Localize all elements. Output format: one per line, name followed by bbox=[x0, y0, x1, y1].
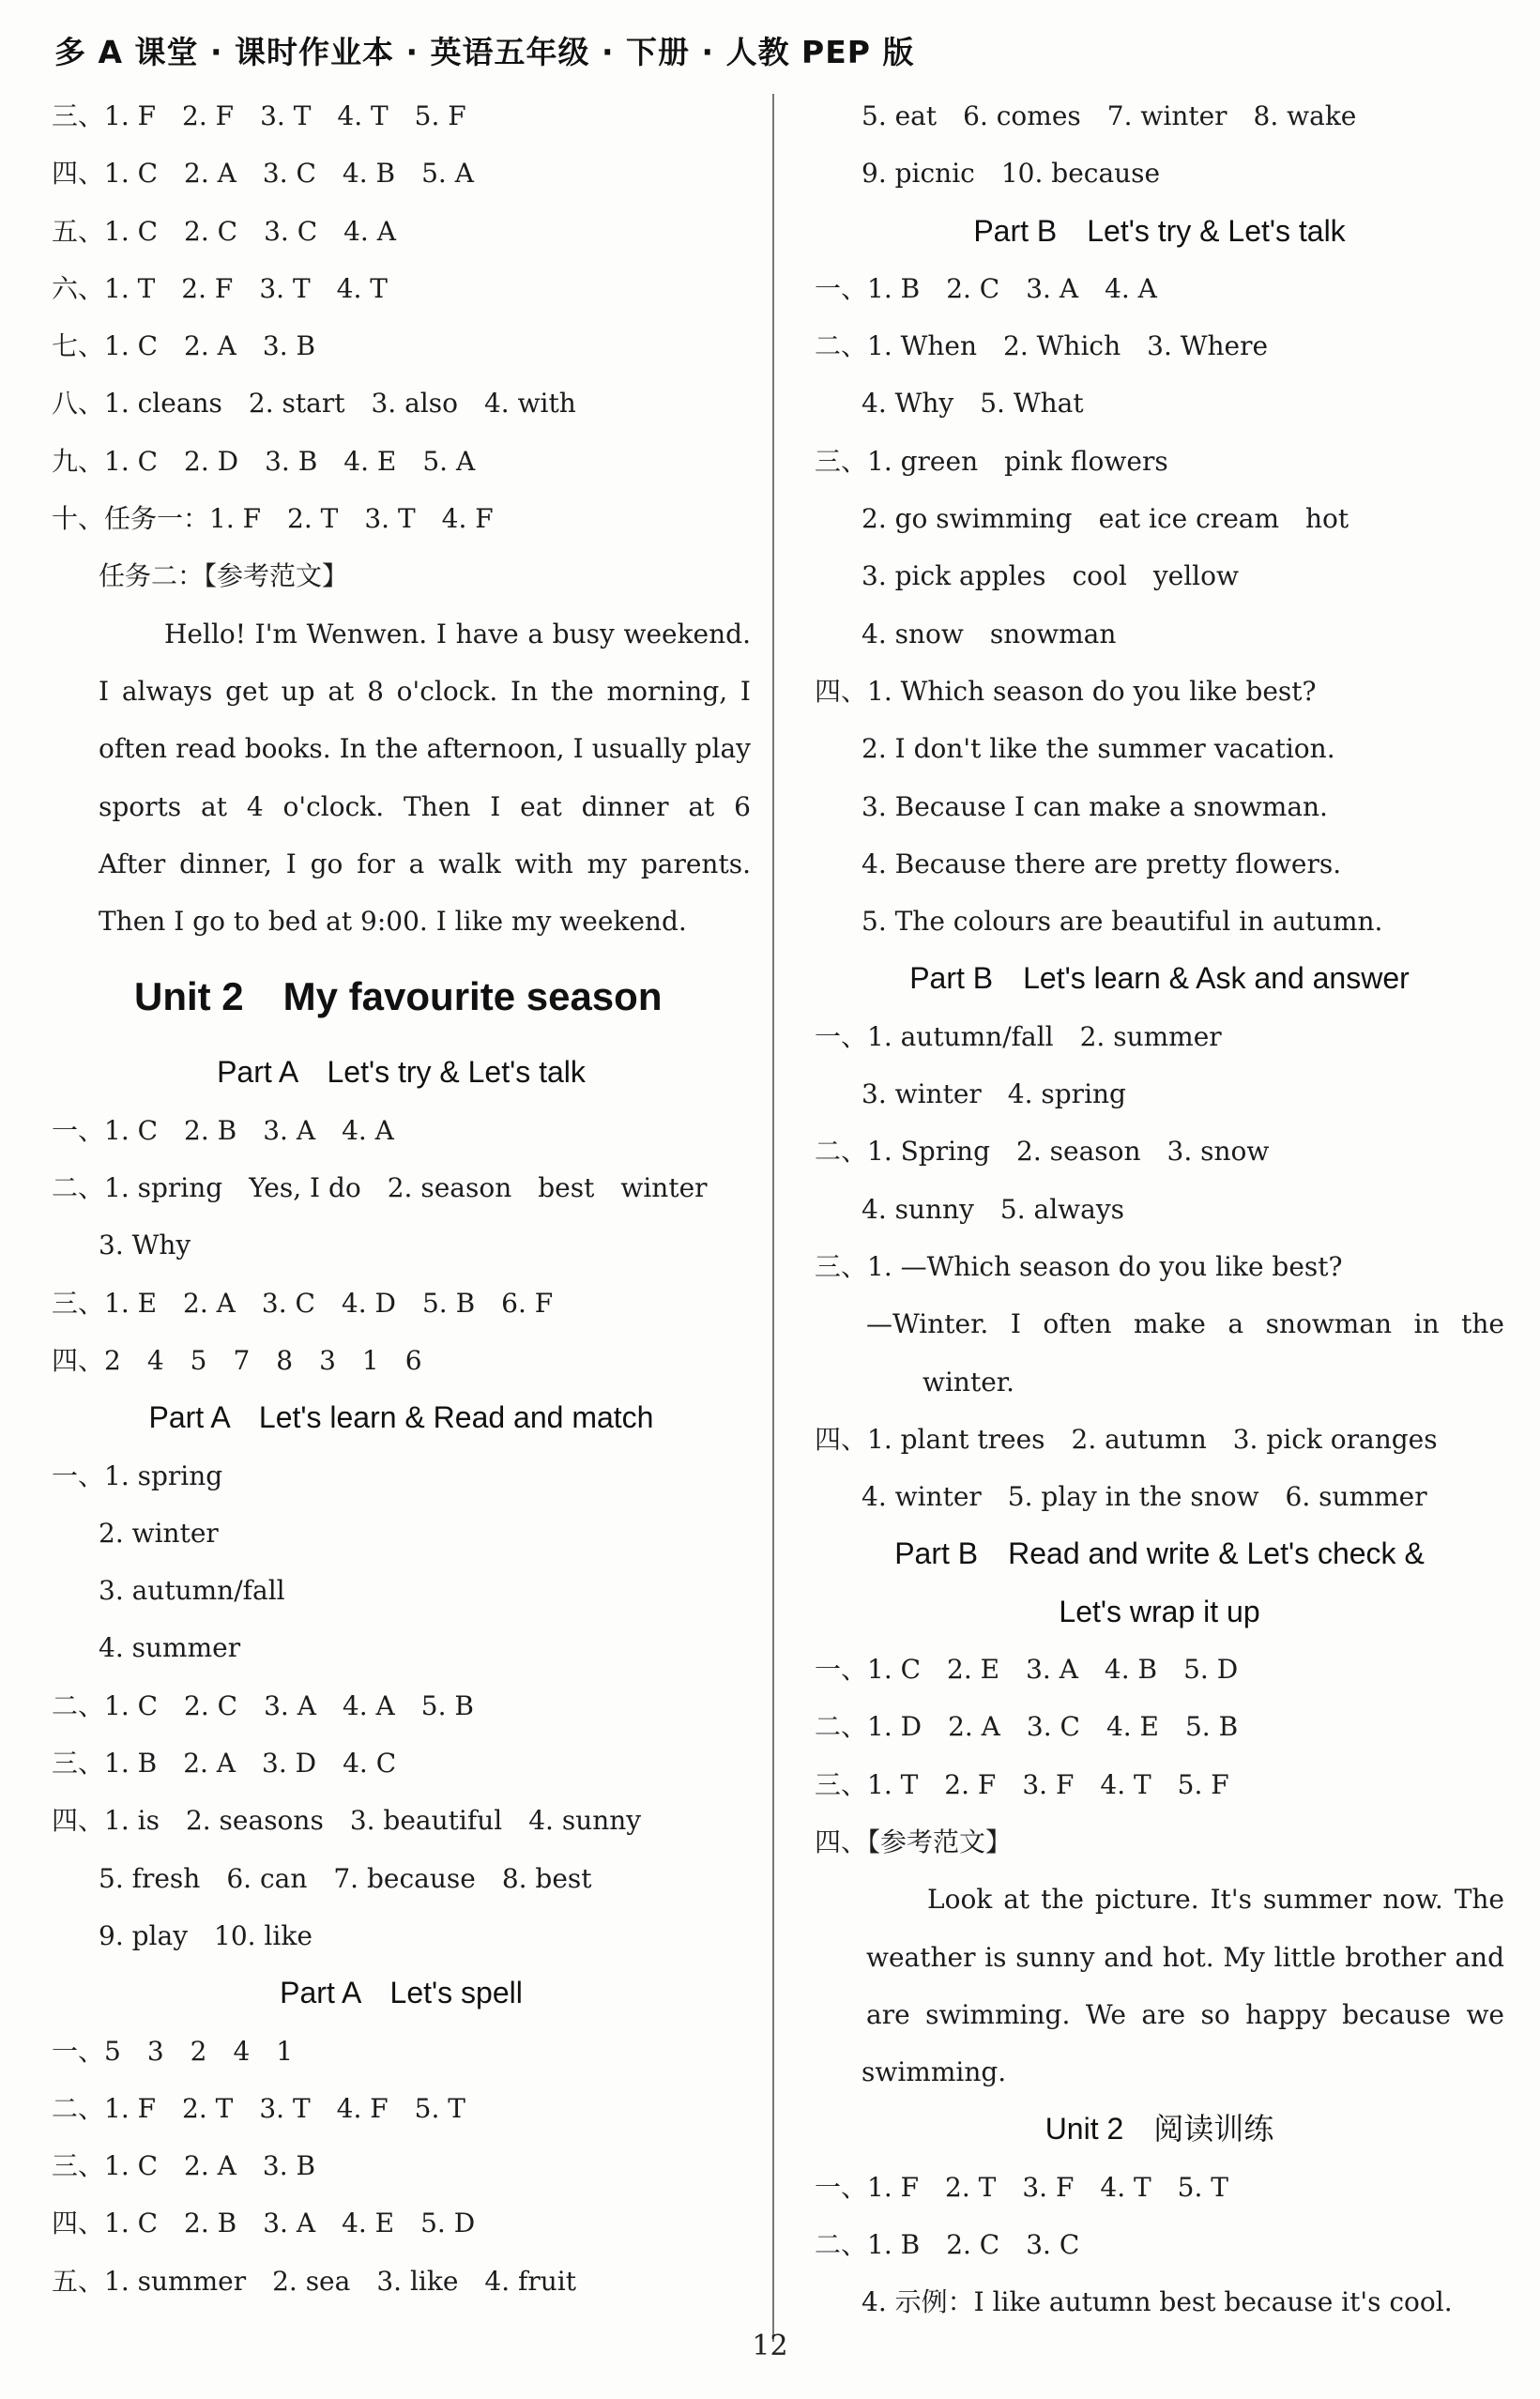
essay-line: After dinner, I go for a walk with my parents. bbox=[99, 848, 751, 879]
answer-line: 二、1. When 2. Which 3. Where bbox=[815, 330, 1269, 362]
answer-line: 三、1. B 2. A 3. D 4. C bbox=[52, 1748, 397, 1780]
section-title-continued: Let's wrap it up bbox=[1059, 1594, 1260, 1628]
essay-line: often read books. In the afternoon, I usually play bbox=[99, 733, 751, 765]
answer-line: 十、任务一：1. F 2. T 3. T 4. F bbox=[52, 503, 494, 535]
answer-line: 二、1. B 2. C 3. C bbox=[815, 2228, 1080, 2260]
answer-line: 四、1. C 2. A 3. C 4. B 5. A bbox=[52, 158, 474, 190]
answer-line: 4. summer bbox=[99, 1632, 241, 1664]
answer-line: 3. pick apples cool yellow bbox=[861, 560, 1239, 592]
answer-line: 五、1. summer 2. sea 3. like 4. fruit bbox=[52, 2265, 576, 2297]
answer-line: 三、1. green pink flowers bbox=[815, 445, 1168, 477]
answer-line: 4. 示例：I like autumn best because it's cool. bbox=[861, 2286, 1453, 2318]
section-title: Part A Let's try & Let's talk bbox=[217, 1055, 586, 1090]
answer-line: 任务二：【参考范文】 bbox=[99, 560, 349, 592]
answer-line: 3. winter 4. spring bbox=[861, 1078, 1126, 1110]
answer-line: 三、1. F 2. F 3. T 4. T 5. F bbox=[52, 100, 466, 131]
answer-line: 3. autumn/fall bbox=[99, 1575, 285, 1607]
answer-line: 一、1. spring bbox=[52, 1459, 223, 1491]
left-column bbox=[52, 87, 751, 2310]
answer-line: 5. fresh 6. can 7. because 8. best bbox=[99, 1862, 592, 1894]
answer-line: 2. winter bbox=[99, 1517, 219, 1549]
answer-line: 4. winter 5. play in the snow 6. summer bbox=[861, 1481, 1427, 1513]
answer-line: 2. I don't like the summer vacation. bbox=[861, 733, 1335, 765]
answer-line: 三、1. T 2. F 3. F 4. T 5. F bbox=[815, 1768, 1229, 1800]
answer-line: 二、1. spring Yes, I do 2. season best winter bbox=[52, 1172, 708, 1204]
answer-line: 4. snow snowman bbox=[861, 618, 1117, 649]
section-title: Part B Read and write & Let's check & bbox=[894, 1536, 1425, 1571]
answer-line: —Winter. I often make a snowman in the bbox=[866, 1308, 1504, 1340]
essay-line: swimming. bbox=[861, 2056, 1007, 2088]
right-column bbox=[815, 87, 1504, 2331]
answer-line: 三、1. —Which season do you like best? bbox=[815, 1250, 1343, 1282]
section-title: Part B Let's learn & Ask and answer bbox=[909, 961, 1410, 996]
answer-line: 四、1. Which season do you like best? bbox=[815, 675, 1317, 707]
answer-line: 六、1. T 2. F 3. T 4. T bbox=[52, 272, 388, 304]
column-divider bbox=[772, 94, 774, 2342]
answer-line: 4. Why 5. What bbox=[861, 388, 1084, 420]
answer-line: 2. go swimming eat ice cream hot bbox=[861, 503, 1349, 535]
answer-line: 一、5 3 2 4 1 bbox=[52, 2035, 294, 2067]
answer-line: 四、【参考范文】 bbox=[815, 1826, 1013, 1857]
answer-line: 3. Why bbox=[99, 1230, 191, 1261]
essay-line: I always get up at 8 o'clock. In the morning, I bbox=[99, 675, 751, 707]
answer-line: 5. The colours are beautiful in autumn. bbox=[861, 906, 1383, 938]
answer-line: 一、1. C 2. B 3. A 4. A bbox=[52, 1114, 394, 1146]
answer-line: 一、1. B 2. C 3. A 4. A bbox=[815, 272, 1157, 304]
answer-line: 9. play 10. like bbox=[99, 1919, 313, 1951]
section-title: Part B Let's try & Let's talk bbox=[973, 213, 1346, 248]
unit-title: Unit 2 My favourite season bbox=[134, 974, 663, 1019]
answer-line: 9. picnic 10. because bbox=[861, 158, 1161, 190]
answer-line: 四、1. C 2. B 3. A 4. E 5. D bbox=[52, 2208, 476, 2239]
essay-line: Look at the picture. It's summer now. The bbox=[927, 1884, 1504, 1916]
answer-line: 二、1. C 2. C 3. A 4. A 5. B bbox=[52, 1689, 474, 1721]
answer-line: 5. eat 6. comes 7. winter 8. wake bbox=[861, 100, 1357, 131]
answer-line: 三、1. E 2. A 3. C 4. D 5. B 6. F bbox=[52, 1287, 554, 1319]
answer-line: 二、1. D 2. A 3. C 4. E 5. B bbox=[815, 1711, 1239, 1743]
answer-line: 一、1. autumn/fall 2. summer bbox=[815, 1020, 1222, 1052]
answer-line: 八、1. cleans 2. start 3. also 4. with bbox=[52, 388, 576, 420]
answer-line: winter. bbox=[922, 1366, 1014, 1398]
answer-line: 二、1. F 2. T 3. T 4. F 5. T bbox=[52, 2092, 465, 2124]
essay-line: Hello! I'm Wenwen. I have a busy weekend. bbox=[164, 618, 751, 649]
answer-line: 四、1. plant trees 2. autumn 3. pick oranges bbox=[815, 1423, 1438, 1455]
answer-line: 四、2 4 5 7 8 3 1 6 bbox=[52, 1344, 422, 1376]
section-title: Part A Let's spell bbox=[280, 1976, 523, 2010]
answer-line: 四、1. is 2. seasons 3. beautiful 4. sunny bbox=[52, 1805, 642, 1837]
essay-line: Then I go to bed at 9:00. I like my weekend. bbox=[99, 906, 687, 938]
answer-line: 九、1. C 2. D 3. B 4. E 5. A bbox=[52, 445, 476, 477]
essay-line: are swimming. We are so happy because we bbox=[866, 1998, 1504, 2030]
answer-line: 一、1. C 2. E 3. A 4. B 5. D bbox=[815, 1654, 1239, 1686]
answer-line: 三、1. C 2. A 3. B bbox=[52, 2150, 316, 2182]
answer-line: 4. sunny 5. always bbox=[861, 1193, 1125, 1225]
section-title: Part A Let's learn & Read and match bbox=[148, 1400, 654, 1435]
answer-line: 4. Because there are pretty flowers. bbox=[861, 848, 1342, 879]
section-title: Unit 2 阅读训练 bbox=[1044, 2112, 1274, 2147]
page-number: 12 bbox=[752, 2330, 788, 2362]
answer-line: 3. Because I can make a snowman. bbox=[861, 790, 1328, 822]
essay-line: sports at 4 o'clock. Then I eat dinner at 6 bbox=[99, 790, 751, 822]
essay-line: weather is sunny and hot. My little brother and bbox=[866, 1941, 1504, 1973]
answer-line: 五、1. C 2. C 3. C 4. A bbox=[52, 215, 396, 247]
answer-line: 一、1. F 2. T 3. F 4. T 5. T bbox=[815, 2171, 1228, 2203]
answer-line: 二、1. Spring 2. season 3. snow bbox=[815, 1136, 1270, 1168]
answer-line: 七、1. C 2. A 3. B bbox=[52, 330, 316, 362]
page-header: 多 A 课堂 · 课时作业本 · 英语五年级 · 下册 · 人教 PEP 版 bbox=[54, 34, 915, 70]
